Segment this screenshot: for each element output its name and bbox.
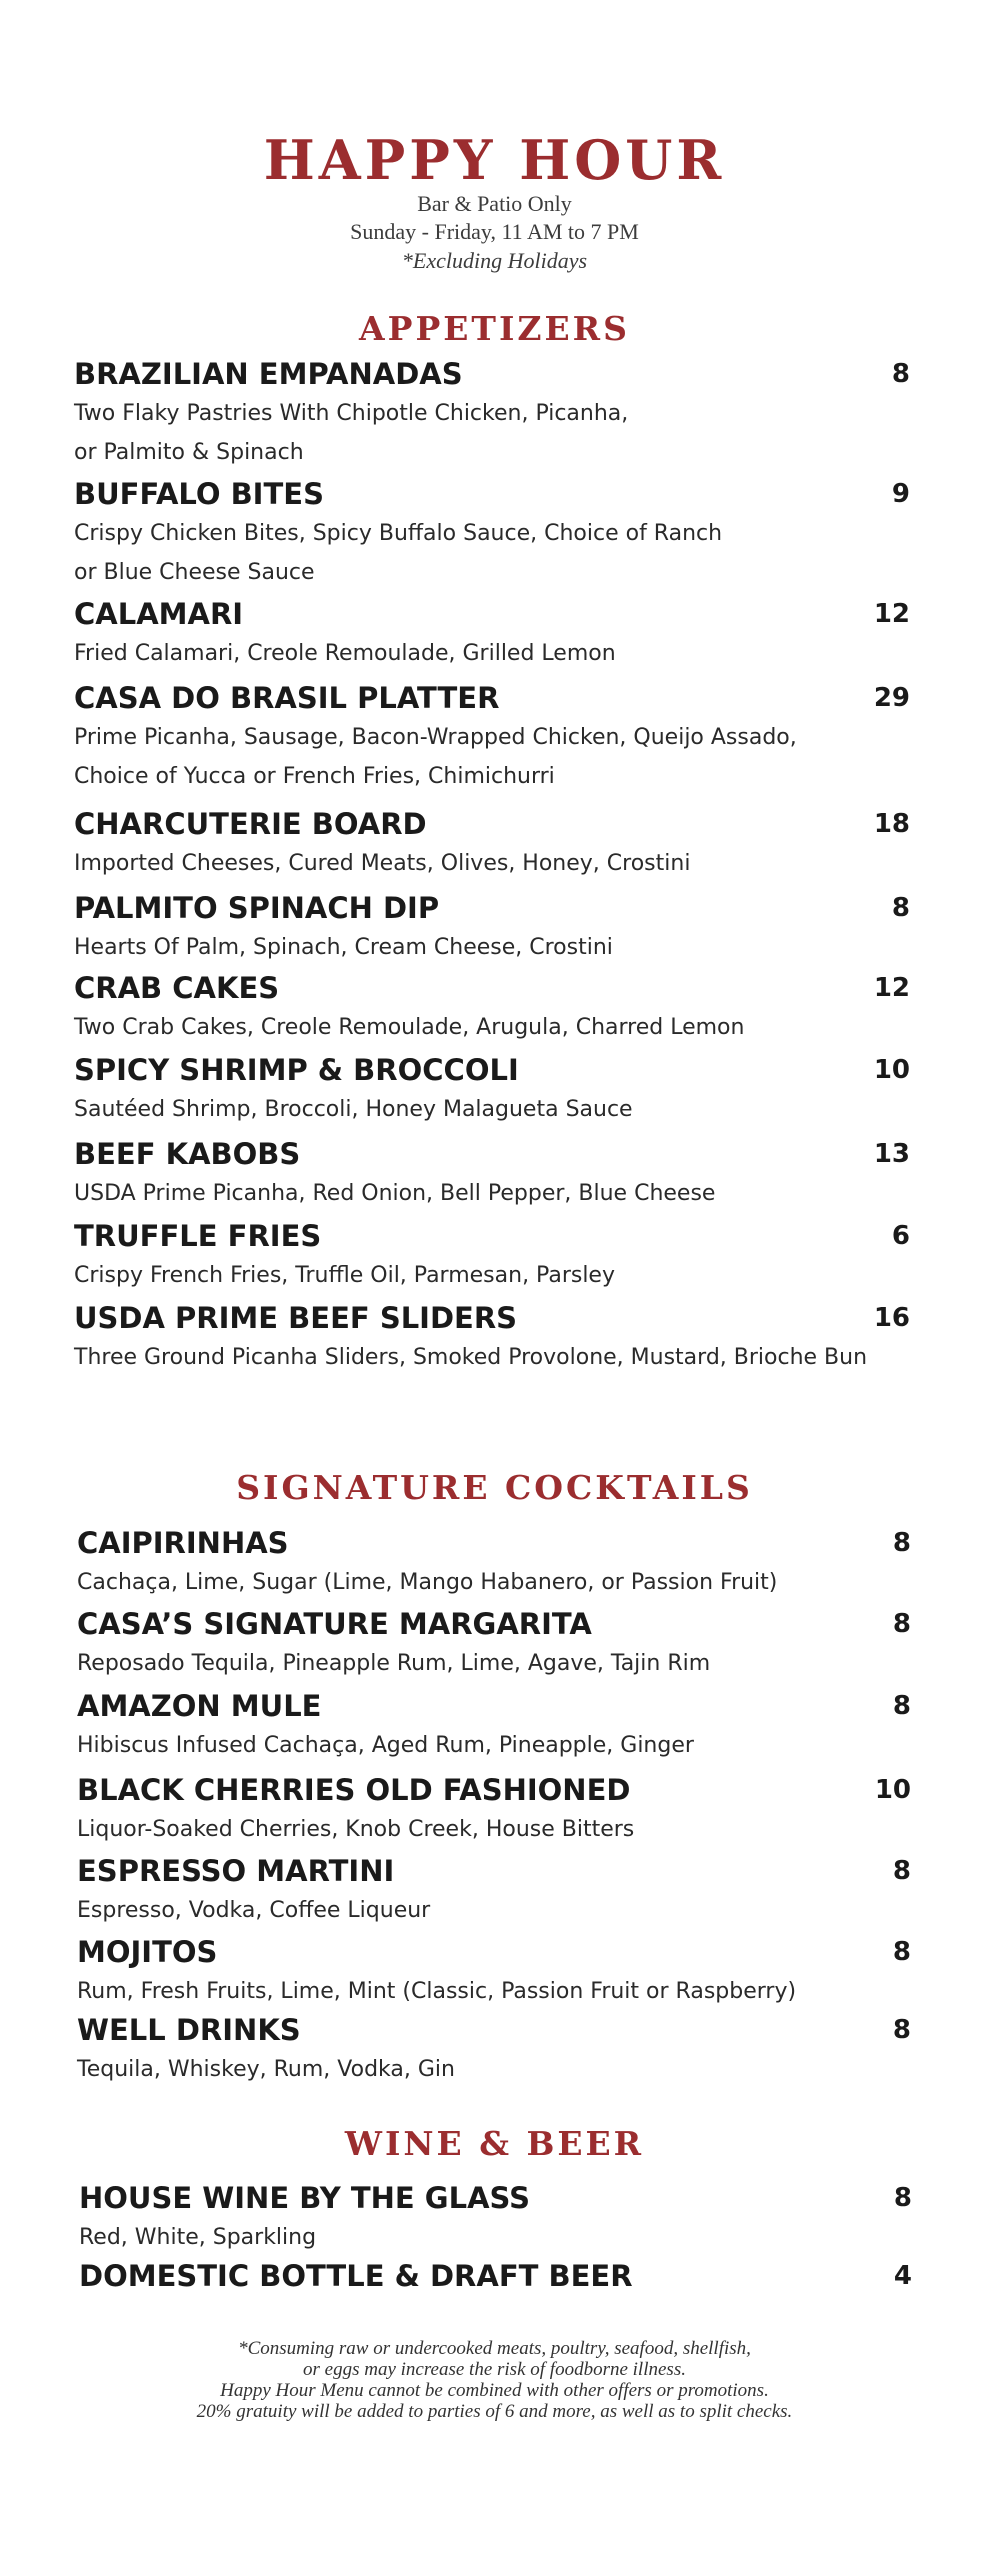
menu-item-description: Red, White, Sparkling (79, 2225, 317, 2250)
menu-item-name: TRUFFLE FRIES (74, 1219, 322, 1253)
menu-item-description: or Palmito & Spinach (74, 440, 304, 465)
menu-item-description: Fried Calamari, Creole Remoulade, Grilled Lemon (74, 641, 616, 666)
menu-item-description: Hibiscus Infused Cachaça, Aged Rum, Pineapple, Ginger (77, 1733, 694, 1758)
menu-item-name: CASA’S SIGNATURE MARGARITA (77, 1607, 592, 1641)
exclusion-note: *Excluding Holidays (401, 248, 588, 273)
menu-item-name: DOMESTIC BOTTLE & DRAFT BEER (79, 2259, 633, 2293)
menu-item-name: CRAB CAKES (74, 971, 280, 1005)
menu-item-name: ESPRESSO MARTINI (77, 1854, 395, 1888)
disclaimer-line: Happy Hour Menu cannot be combined with other offers or promotions. (220, 2380, 769, 2401)
menu-item-description: USDA Prime Picanha, Red Onion, Bell Pepper, Blue Cheese (74, 1181, 716, 1206)
menu-item-name: AMAZON MULE (77, 1689, 322, 1723)
disclaimer-line: *Consuming raw or undercooked meats, poultry, seafood, shellfish, (238, 2338, 751, 2359)
menu-item-name: MOJITOS (77, 1935, 218, 1969)
menu-item-name: CALAMARI (74, 597, 244, 631)
menu-item-price: 8 (893, 2183, 912, 2213)
menu-item-description: Reposado Tequila, Pineapple Rum, Lime, Agave, Tajin Rim (77, 1651, 711, 1676)
menu-item-price: 18 (873, 809, 910, 839)
menu-item-name: HOUSE WINE BY THE GLASS (79, 2181, 530, 2215)
menu-item-price: 8 (892, 1691, 911, 1721)
disclaimer-line: 20% gratuity will be added to parties of 6 and more, as well as to split checks. (196, 2401, 793, 2422)
menu-item-description: Crispy French Fries, Truffle Oil, Parmesan, Parsley (74, 1263, 615, 1288)
menu-item-description: Imported Cheeses, Cured Meats, Olives, Honey, Crostini (74, 851, 691, 876)
menu-item-price: 8 (892, 2015, 911, 2045)
menu-item-price: 8 (891, 893, 910, 923)
disclaimer (0, 2338, 989, 2422)
menu-item-name: BUFFALO BITES (74, 477, 324, 511)
section-title-cocktails: SIGNATURE COCKTAILS (236, 1468, 753, 1507)
menu-item-name: CHARCUTERIE BOARD (74, 807, 427, 841)
menu-item-description: Choice of Yucca or French Fries, Chimichurri (74, 764, 555, 789)
menu-item-name: WELL DRINKS (77, 2013, 301, 2047)
menu-item-description: Cachaça, Lime, Sugar (Lime, Mango Habanero, or Passion Fruit) (77, 1570, 778, 1595)
menu-item-description: Rum, Fresh Fruits, Lime, Mint (Classic, Passion Fruit or Raspberry) (77, 1979, 797, 2004)
menu-item-price: 10 (874, 1775, 911, 1805)
menu-item-name: BRAZILIAN EMPANADAS (74, 357, 463, 391)
menu-item-price: 16 (873, 1303, 910, 1333)
menu-item-price: 10 (873, 1055, 910, 1085)
menu-item-description: or Blue Cheese Sauce (74, 560, 315, 585)
menu-item-name: SPICY SHRIMP & BROCCOLI (74, 1053, 519, 1087)
section-title-appetizers: APPETIZERS (359, 309, 630, 348)
menu-item-description: Tequila, Whiskey, Rum, Vodka, Gin (77, 2057, 455, 2082)
menu-item-price: 13 (873, 1139, 910, 1169)
menu-item-description: Two Crab Cakes, Creole Remoulade, Arugula, Charred Lemon (74, 1015, 745, 1040)
menu-item-name: CAIPIRINHAS (77, 1526, 289, 1560)
menu-item-name: USDA PRIME BEEF SLIDERS (74, 1301, 518, 1335)
menu-item-price: 8 (892, 1528, 911, 1558)
menu-item-price: 6 (891, 1221, 910, 1251)
menu-item-name: BEEF KABOBS (74, 1137, 301, 1171)
menu-item-name: PALMITO SPINACH DIP (74, 891, 440, 925)
section-title-wine-beer: WINE & BEER (344, 2124, 645, 2163)
menu-item-name: BLACK CHERRIES OLD FASHIONED (77, 1773, 631, 1807)
disclaimer-line: or eggs may increase the risk of foodborne illness. (303, 2359, 686, 2380)
location-note: Bar & Patio Only (417, 191, 572, 216)
menu-item-price: 8 (892, 1856, 911, 1886)
menu-item-price: 9 (891, 479, 910, 509)
menu-item-description: Sautéed Shrimp, Broccoli, Honey Malagueta Sauce (74, 1097, 633, 1122)
menu-item-description: Liquor-Soaked Cherries, Knob Creek, House Bitters (77, 1817, 635, 1842)
menu-item-description: Hearts Of Palm, Spinach, Cream Cheese, Crostini (74, 935, 613, 960)
menu-item-price: 8 (892, 1609, 911, 1639)
menu-item-name: CASA DO BRASIL PLATTER (74, 681, 500, 715)
menu-item-description: Three Ground Picanha Sliders, Smoked Provolone, Mustard, Brioche Bun (74, 1345, 868, 1370)
menu-item-description: Espresso, Vodka, Coffee Liqueur (77, 1898, 431, 1923)
menu-item-price: 4 (893, 2261, 912, 2291)
menu-item-price: 12 (873, 599, 910, 629)
menu-item-description: Crispy Chicken Bites, Spicy Buffalo Sauce, Choice of Ranch (74, 521, 723, 546)
menu-item-price: 8 (892, 1937, 911, 1967)
hours-note: Sunday - Friday, 11 AM to 7 PM (350, 219, 639, 244)
menu-item-description: Two Flaky Pastries With Chipotle Chicken, Picanha, (74, 401, 629, 426)
menu-item-price: 8 (891, 359, 910, 389)
page-title: HAPPY HOUR (263, 128, 726, 192)
menu-item-description: Prime Picanha, Sausage, Bacon-Wrapped Chicken, Queijo Assado, (74, 725, 797, 750)
menu-item-price: 29 (873, 683, 910, 713)
menu-item-price: 12 (873, 973, 910, 1003)
